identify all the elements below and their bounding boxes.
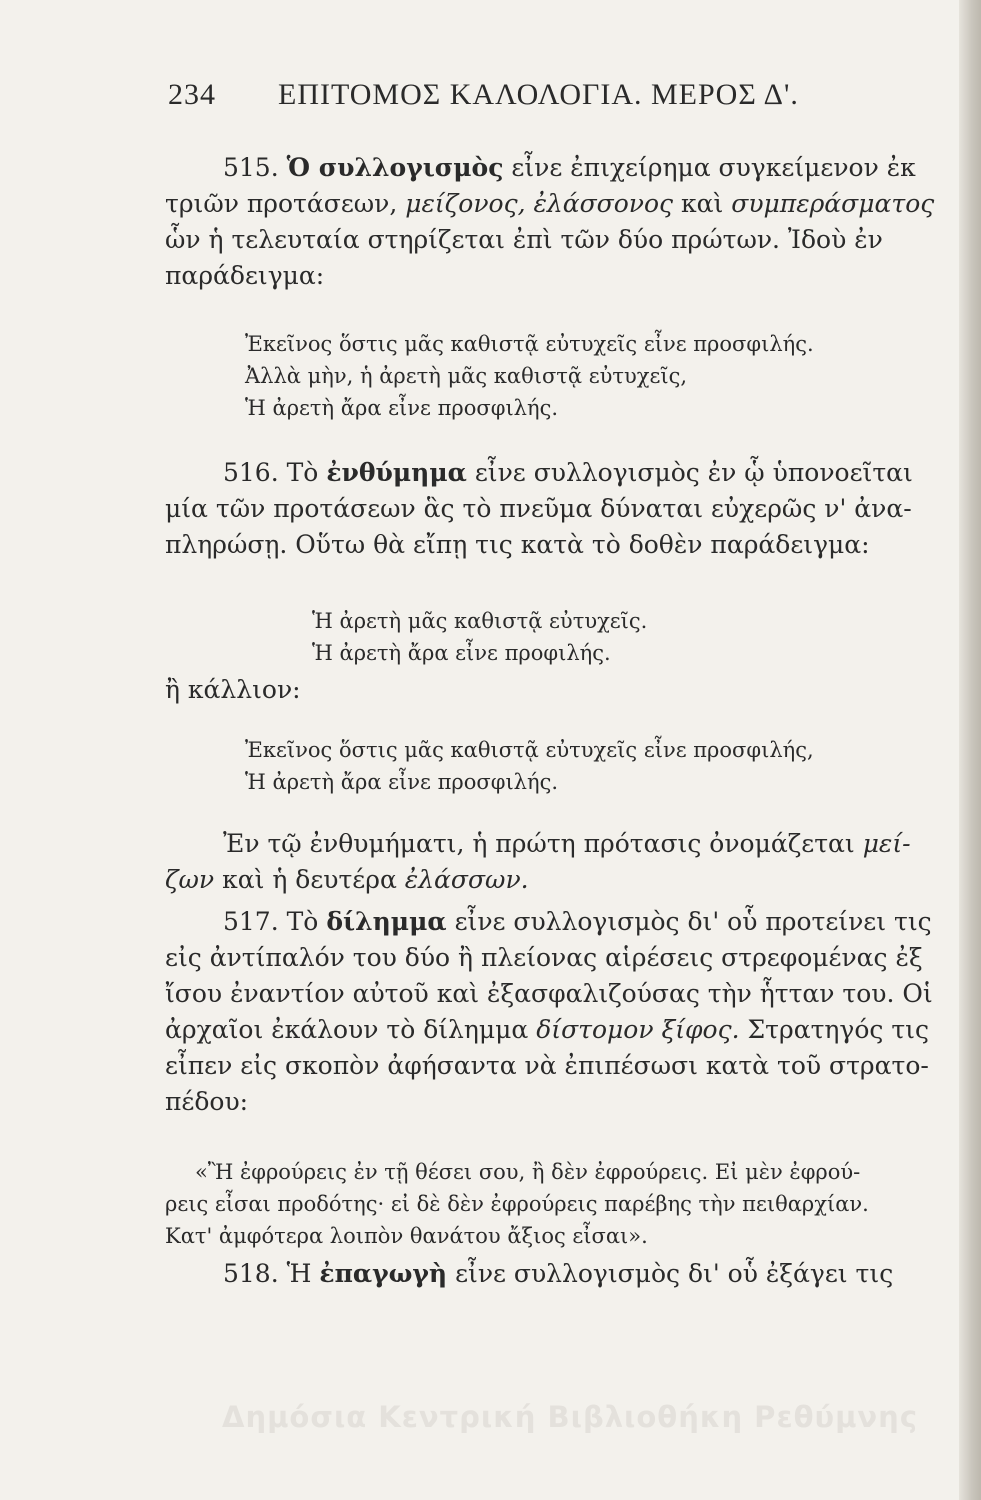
paragraph-line: εἶπεν εἰς σκοπὸν ἀφήσαντα νὰ ἐπιπέσωσι κατὰ τοῦ στρατο-: [165, 1051, 929, 1080]
term-dilemma: δίλημμα: [326, 907, 447, 936]
paragraph-line: [165, 904, 955, 940]
section-515: [165, 150, 955, 294]
text-run: καὶ ἡ δευτέρα: [214, 865, 405, 894]
section-number: 516.: [223, 458, 279, 487]
section-number: 515.: [223, 153, 279, 182]
or-better-label: [165, 672, 955, 708]
paragraph-line: ἴσου ἐναντίον αὐτοῦ καὶ ἐξασφαλιζούσας τὴν ἧτταν του. Οἱ: [165, 979, 933, 1008]
quote-line: Ἐκεῖνος ὅστις μᾶς καθιστᾷ εὐτυχεῖς εἶνε προσφιλής.: [245, 332, 814, 356]
text-run: Ἐν τῷ ἐνθυμήματι, ἡ πρώτη πρότασις ὀνομάζεται: [223, 829, 863, 858]
term-enthymeme: ἐνθύμημα: [326, 458, 467, 487]
paragraph-line: [165, 150, 955, 186]
section-number: 518.: [223, 1259, 279, 1288]
example-quote-515: [245, 328, 981, 424]
quote-line: Ἡ ἀρετὴ ἄρα εἶνε προφιλής.: [312, 641, 611, 665]
text-run: Στρατηγός τις: [739, 1015, 929, 1044]
text-run: Τὸ: [286, 907, 327, 936]
paragraph-line: [165, 1256, 955, 1292]
paragraph-line: [165, 826, 955, 862]
quote-line: Ἡ ἀρετὴ ἄρα εἶνε προσφιλής.: [245, 770, 559, 794]
section-number: 517.: [223, 907, 279, 936]
paragraph-line: παράδειγμα:: [165, 261, 325, 290]
italic-term: μεί-: [862, 829, 911, 858]
text-run: εἶνε συλλογισμὸς ἐν ᾧ ὑπονοεῖται: [466, 458, 913, 487]
paragraph-line: ἢ κάλλιον:: [165, 675, 301, 704]
running-title: ΕΠΙΤΟΜΟΣ ΚΑΛΟΛΟΓΙΑ. ΜΕΡΟΣ Δ'.: [278, 78, 799, 111]
library-watermark: Δημόσια Κεντρική Βιβλιοθήκη Ρεθύμνης: [222, 1400, 919, 1434]
enthymeme-note: [165, 826, 955, 898]
example-quote-517: [165, 1156, 955, 1252]
paragraph-line: [165, 1012, 955, 1048]
paragraph-line: πληρώσῃ. Οὕτω θὰ εἴπῃ τις κατὰ τὸ δοθὲν παράδειγμα:: [165, 530, 870, 559]
paragraph-line: [165, 186, 955, 222]
italic-term: ζων: [165, 865, 215, 894]
page-number: 234: [168, 78, 216, 111]
italic-term: συμπεράσματος: [731, 189, 935, 218]
text-run: εἶνε συλλογισμὸς δι' οὗ ἐξάγει τις: [447, 1259, 894, 1288]
quote-line: Ἐκεῖνος ὅστις μᾶς καθιστᾷ εὐτυχεῖς εἶνε προσφιλής,: [245, 738, 814, 762]
italic-term: ἐλάσσων.: [404, 865, 529, 894]
text-run: Ἡ: [286, 1259, 320, 1288]
section-517: [165, 904, 955, 1120]
italic-term: μείζονος, ἐλάσσονος: [405, 189, 674, 218]
text-run: τριῶν προτάσεων,: [165, 189, 406, 218]
quote-line: [165, 1156, 955, 1188]
quote-line: ρεις εἶσαι προδότης· εἰ δὲ δὲν ἐφρούρεις παρέβης τὴν πειθαρχίαν.: [165, 1192, 869, 1216]
paragraph-line: πέδου:: [165, 1087, 249, 1116]
example-quote-516a: [312, 605, 981, 669]
paragraph-line: [165, 862, 955, 898]
term-syllogism: Ὁ συλλογισμὸς: [286, 153, 504, 182]
text-run: καὶ: [673, 189, 732, 218]
text-run: «Ἢ ἐφρούρεις ἐν τῇ θέσει σου, ἢ δὲν ἐφρούρεις. Εἰ μὲν ἐφρού-: [195, 1160, 861, 1184]
section-516: [165, 455, 955, 563]
term-induction: ἐπαγωγὴ: [319, 1259, 448, 1288]
quote-line: Ἡ ἀρετὴ μᾶς καθιστᾷ εὐτυχεῖς.: [312, 609, 648, 633]
text-run: εἶνε συλλογισμὸς δι' οὗ προτείνει τις: [446, 907, 932, 936]
quote-line: Ἀλλὰ μὴν, ἡ ἀρετὴ μᾶς καθιστᾷ εὐτυχεῖς,: [245, 364, 688, 388]
quote-line: Κατ' ἀμφότερα λοιπὸν θανάτου ἄξιος εἶσαι».: [165, 1224, 648, 1248]
text-run: εἶνε ἐπιχείρημα συγκείμενον ἐκ: [503, 153, 916, 182]
italic-term: δίστομον ξίφος.: [536, 1015, 740, 1044]
paragraph-line: [165, 455, 955, 491]
paragraph-line: ὧν ἡ τελευταία στηρίζεται ἐπὶ τῶν δύο πρώτων. Ἰδοὺ ἐν: [165, 225, 883, 254]
section-518: [165, 1256, 955, 1292]
text-run: Τὸ: [286, 458, 327, 487]
text-run: ἀρχαῖοι ἐκάλουν τὸ δίλημμα: [165, 1015, 537, 1044]
quote-line: Ἡ ἀρετὴ ἄρα εἶνε προσφιλής.: [245, 396, 559, 420]
paragraph-line: μία τῶν προτάσεων ἃς τὸ πνεῦμα δύναται εὐχερῶς ν' ἀνα-: [165, 494, 912, 523]
example-quote-516b: [245, 734, 981, 798]
paragraph-line: εἰς ἀντίπαλόν του δύο ἢ πλείονας αἱρέσεις στρεφομένας ἐξ: [165, 943, 923, 972]
